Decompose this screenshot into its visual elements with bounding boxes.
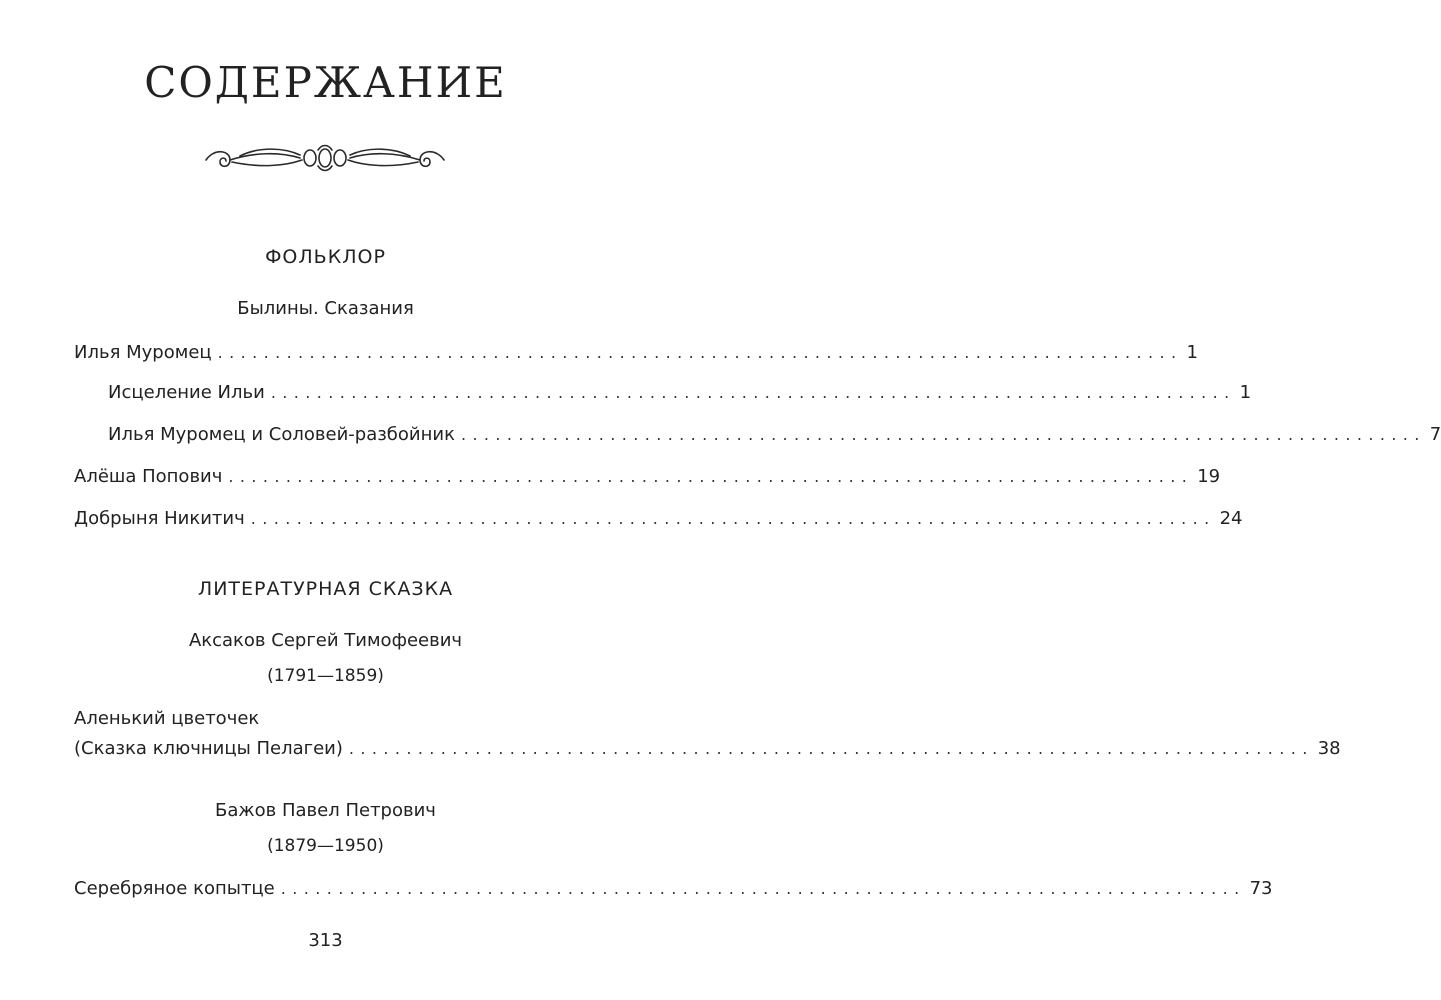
- toc-entry: [74, 878, 1273, 904]
- entry-title: Илья Муромец и Соловей-разбойник: [108, 424, 455, 445]
- dot-leader: ....................................................................................: [460, 425, 1426, 444]
- entry-title: (Сказка ключницы Пелагеи): [74, 738, 343, 759]
- dot-leader: ....................................................................................: [348, 739, 1314, 758]
- toc-entry: [74, 738, 1341, 764]
- toc-entry: [108, 424, 1441, 450]
- dot-leader: ....................................................................................: [217, 343, 1183, 362]
- entry-page: 1: [1239, 382, 1252, 403]
- entry-title: Алёша Попович: [74, 466, 223, 487]
- entry-page: 1: [1186, 342, 1198, 363]
- dot-leader: ....................................................................................: [250, 509, 1216, 528]
- subheading-byliny: Былины. Сказания: [237, 298, 414, 319]
- entry-title: Серебряное копытце: [74, 878, 275, 899]
- author-dates: (1791—1859): [267, 666, 384, 686]
- entry-title-line1: Аленький цветочек: [74, 708, 260, 729]
- entry-page: 73: [1249, 878, 1273, 899]
- entry-page: 24: [1219, 508, 1243, 529]
- entry-title: Исцеление Ильи: [108, 382, 265, 403]
- section-heading-folklore: ФОЛЬКЛОР: [265, 246, 386, 268]
- author-name: Аксаков Сергей Тимофеевич: [188, 630, 463, 651]
- entry-title: Илья Муромец: [74, 342, 212, 363]
- entry-page: 19: [1197, 466, 1221, 487]
- toc-entry: [74, 508, 1243, 534]
- entry-page: 7: [1429, 424, 1441, 445]
- dot-leader: ....................................................................................: [280, 879, 1246, 898]
- dot-leader: ....................................................................................: [228, 467, 1194, 486]
- page-number: 313: [308, 930, 343, 951]
- flourish-divider-icon: [200, 138, 450, 178]
- toc-entry: [74, 466, 1221, 492]
- entry-page: 38: [1317, 738, 1341, 759]
- dot-leader: ....................................................................................: [270, 383, 1236, 402]
- toc-entry: [74, 342, 1198, 368]
- section-heading-literary-tale: ЛИТЕРАТУРНАЯ СКАЗКА: [197, 578, 454, 600]
- entry-title: Добрыня Никитич: [74, 508, 245, 529]
- author-dates: (1879—1950): [267, 836, 384, 856]
- author-name: Бажов Павел Петрович: [215, 800, 436, 821]
- toc-entry: [108, 382, 1252, 408]
- page-title: СОДЕРЖАНИЕ: [144, 58, 507, 107]
